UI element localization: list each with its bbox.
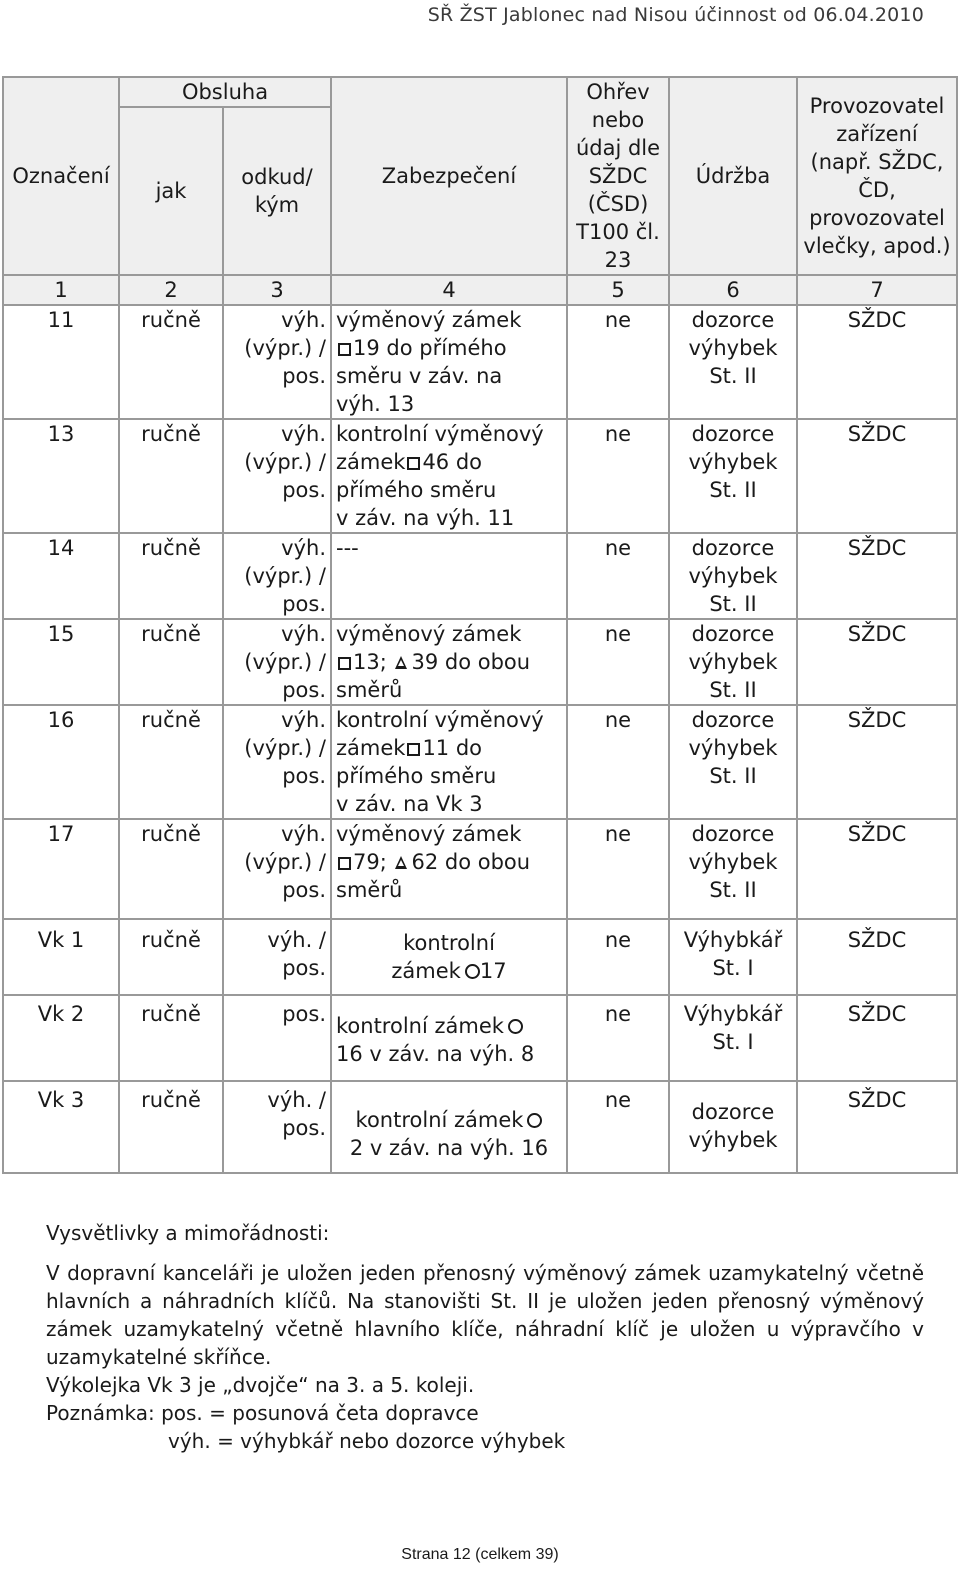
page-footer: Strana 12 (celkem 39): [401, 1546, 559, 1563]
col-zabezpeceni: Zabezpečení: [331, 77, 567, 275]
circle-lock-icon: [508, 1019, 523, 1034]
table-row: 13 ručně výh. (výpr.) / pos. kontrolní výměnový zámek 46 do přímého směru v záv. na výh. 11 ne dozorce výhybek St. II SŽDC: [3, 419, 957, 533]
table-row: 11 ručně výh. (výpr.) / pos. výměnový zámek 19 do přímého směru v záv. na výh. 13 ne dozorce výhybek St. II SŽDC: [3, 305, 957, 419]
notes-paragraph: výh. = výhybkář nebo dozorce výhybek: [168, 1429, 566, 1453]
square-lock-icon: [407, 743, 420, 756]
col-oznaceni: Označení: [3, 77, 119, 275]
notes-paragraph: Poznámka: pos. = posunová četa dopravce: [46, 1401, 479, 1425]
table-row: 14 ručně výh. (výpr.) / pos. --- ne dozorce výhybek St. II SŽDC: [3, 533, 957, 619]
circle-lock-icon: [465, 964, 480, 979]
square-lock-icon: [338, 857, 351, 870]
table-row: 17 ručně výh. (výpr.) / pos. výměnový zámek 79; 62 do obou směrů ne dozorce výhybek St. II SŽDC: [3, 819, 957, 919]
table-row: Vk 1 ručně výh. / pos. kontrolní zámek 17 ne Výhybkář St. I SŽDC: [3, 919, 957, 995]
col-jak: jak: [119, 107, 223, 275]
col-odkud: odkud/ kým: [223, 107, 331, 275]
col-provozovatel: Provozovatel zařízení (např. SŽDC, ČD, provozovatel vlečky, apod.): [797, 77, 957, 275]
square-lock-icon: [338, 343, 351, 356]
col-udrzba: Údržba: [669, 77, 797, 275]
square-lock-icon: [338, 657, 351, 670]
square-lock-icon: [407, 457, 420, 470]
table-row: Vk 3 ručně výh. / pos. kontrolní zámek 2 v záv. na výh. 16 ne dozorce výhybek SŽDC: [3, 1081, 957, 1173]
table-row: 16 ručně výh. (výpr.) / pos. kontrolní výměnový zámek 11 do přímého směru v záv. na Vk 3 ne dozorce výhybek St. II SŽDC: [3, 705, 957, 819]
triangle-lock-icon: [395, 656, 407, 669]
col-obsluha: Obsluha: [119, 77, 331, 107]
document-header: SŘ ŽST Jablonec nad Nisou účinnost od 06.04.2010: [427, 4, 924, 26]
notes-title: Vysvětlivky a mimořádnosti:: [46, 1221, 330, 1245]
equipment-table: [2, 76, 958, 1174]
table-row: 15 ručně výh. (výpr.) / pos. výměnový zámek 13; 39 do obou směrů ne dozorce výhybek St. II SŽDC: [3, 619, 957, 705]
notes-paragraph: V dopravní kanceláři je uložen jeden přenosný výměnový zámek uzamykatelný včetně hlavních a náhradních klíčů. Na stanovišti St. II je uložen jeden přenosný výměnový zámek uzamykatelný včetně hlavního klíče, náhradní klíč je uložen u výpravčího v uzamykatelné skříňce.: [46, 1261, 924, 1369]
notes-paragraph: Výkolejka Vk 3 je „dvojče“ na 3. a 5. koleji.: [46, 1373, 475, 1397]
notes-section: [46, 1219, 924, 1455]
triangle-lock-icon: [395, 856, 407, 869]
table-header-row-1: [3, 77, 957, 107]
col-ohrev: Ohřev nebo údaj dle SŽDC (ČSD) T100 čl. 23: [567, 77, 669, 275]
circle-lock-icon: [527, 1113, 542, 1128]
column-numbers-row: 1 2 3 4 5 6 7: [3, 275, 957, 305]
table-row: Vk 2 ručně pos. kontrolní zámek 16 v záv. na výh. 8 ne Výhybkář St. I SŽDC: [3, 995, 957, 1081]
